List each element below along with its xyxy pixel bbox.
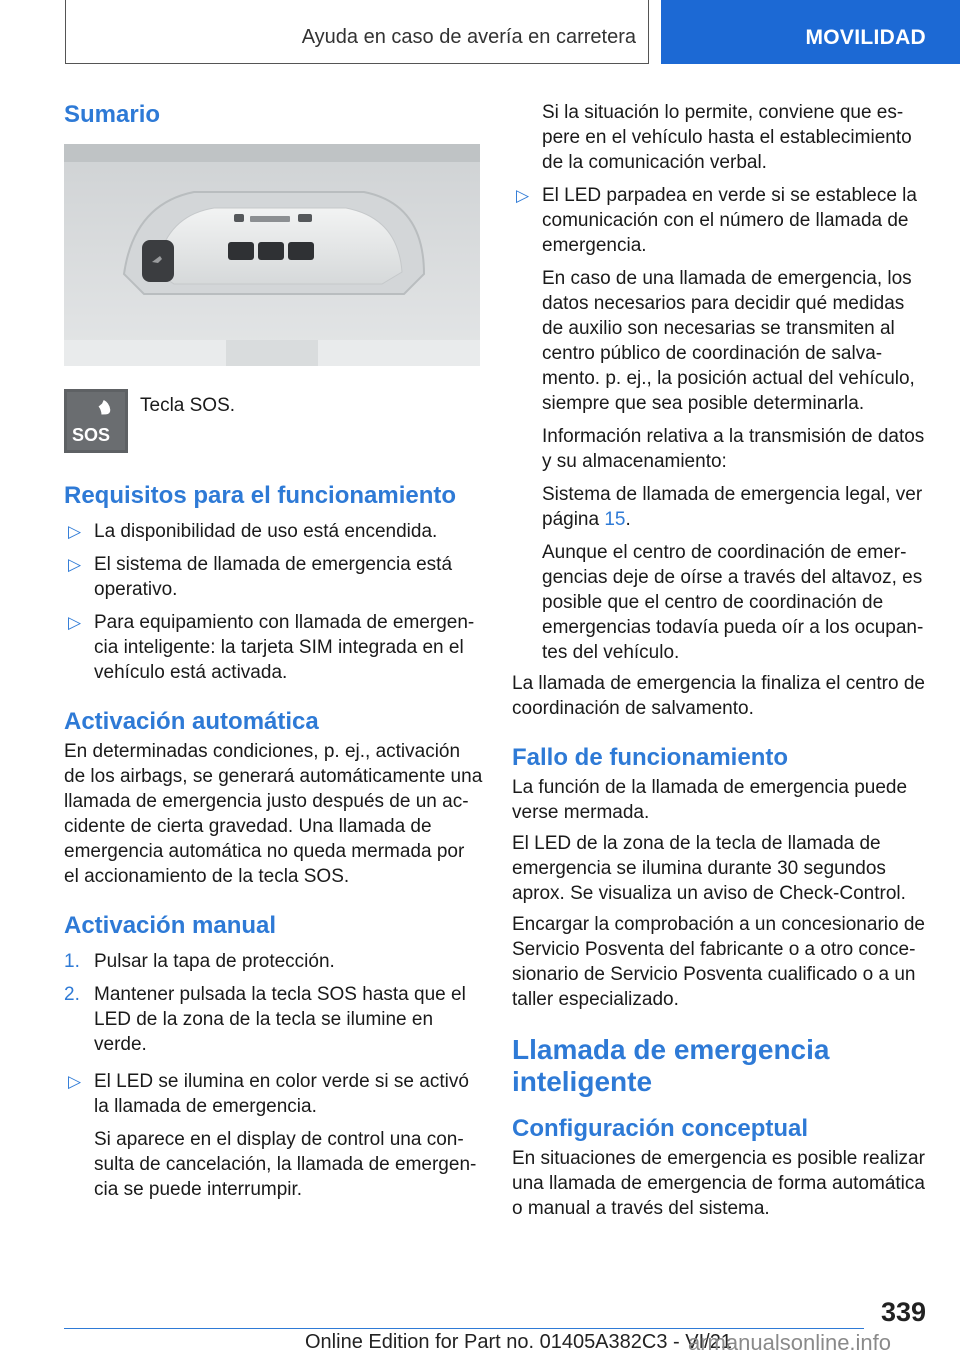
- intro-text: Si la situación lo permite, conviene que es-pere en el vehículo hasta el establecimiento de la comunicación verbal.: [542, 102, 912, 173]
- fallo-text-2: El LED de la zona de la tecla de llamada de emergencia se ilumina durante 30 segundos aprox. Se visualiza un aviso de Check-Control.: [512, 833, 906, 904]
- page-number: 339: [880, 1297, 926, 1327]
- sub-text-1: En caso de una llamada de emergencia, los datos necesarios para decidir qué medidas de auxilio son necesarias se transmiten al centro público de coordinación de salva-mento. p. ej., la posición actual del vehículo, siempre que sea posible determinarla.: [542, 268, 915, 414]
- requisitos-heading: Requisitos para el funcionamiento: [64, 482, 457, 509]
- header-section-title: Ayuda en caso de avería en carretera: [301, 26, 636, 48]
- end-paragraph: La llamada de emergencia la finaliza el centro de coordinación de salvamento.: [512, 673, 925, 719]
- bullet-marker: ▷: [516, 186, 530, 205]
- configuracion-heading: Configuración conceptual: [512, 1115, 809, 1142]
- list-item: 2. Mantener pulsada la tecla SOS hasta que el LED de la zona de la tecla se ilumine en verde.: [64, 984, 466, 1055]
- sos-key-label: Tecla SOS.: [140, 395, 236, 416]
- footer-edition: Online Edition for Part no. 01405A382C3 - VI/21: [305, 1331, 732, 1353]
- bullet-marker: ▷: [68, 522, 82, 541]
- sos-phone-icon: [64, 389, 128, 453]
- manual-bullets: [64, 1069, 484, 1119]
- list-item: ▷ El LED se ilumina en color verde si se activó la llamada de emergencia.: [68, 1071, 469, 1117]
- fallo-text-1: La función de la llamada de emergencia puede verse mermada.: [512, 777, 908, 823]
- page-header: [0, 0, 960, 66]
- footer-divider: [64, 1328, 864, 1329]
- sub-text-4: Aunque el centro de coordinación de emer-gencias deje de oírse a través del altavoz, es posible que el centro de coordinación de emergencias todavía pueda oír a los ocupan-tes del vehículo.: [542, 542, 924, 663]
- bullet-marker: ▷: [68, 555, 82, 574]
- list-item: ▷ Para equipamiento con llamada de emergen-cia inteligente: la tarjeta SIM integrada en el vehículo está activada.: [68, 612, 475, 683]
- svg-text:SOS: SOS: [72, 425, 111, 445]
- activacion-automatica-heading: Activación automática: [64, 708, 319, 735]
- bullet-marker: ▷: [68, 1072, 82, 1091]
- right-bullets: [512, 183, 928, 258]
- sos-key-row: [64, 389, 484, 453]
- sub-text-3: Sistema de llamada de emergencia legal, ver página 15.: [542, 484, 923, 530]
- list-item: 1. Pulsar la tapa de protección.: [64, 951, 335, 972]
- overhead-console-photo: [64, 144, 480, 366]
- list-item: ▷ La disponibilidad de uso está encendida.: [68, 521, 438, 542]
- right-column: [512, 100, 928, 1221]
- sub-text-2: Información relativa a la transmisión de datos y su almacenamiento:: [542, 426, 925, 472]
- llamada-inteligente-heading: Llamada de emergencia inteligente: [512, 1034, 830, 1097]
- activacion-automatica-text: En determinadas condiciones, p. ej., activación de los airbags, se generará automáticamente una llamada de emergencia justo después de un ac-cidente de cierta gravedad. Una llamada de emergencia automática no queda mermada por el accionamiento de la tecla SOS.: [64, 741, 483, 887]
- header-section-box: [65, 0, 649, 64]
- sumario-heading: Sumario: [64, 101, 161, 128]
- page-link[interactable]: 15: [604, 509, 626, 530]
- configuracion-text: En situaciones de emergencia es posible realizar una llamada de emergencia de forma automática o manual a través del sistema.: [512, 1148, 925, 1219]
- bullet-marker: ▷: [68, 613, 82, 632]
- footer-watermark: armanualsonline.info: [688, 1330, 892, 1355]
- requisitos-list: [64, 519, 484, 685]
- header-chapter-title: MOVILIDAD: [805, 26, 926, 49]
- fallo-heading: Fallo de funcionamiento: [512, 744, 789, 771]
- header-chapter-box: [661, 0, 960, 64]
- fallo-text-3: Encargar la comprobación a un concesionario de Servicio Posventa del fabricante o a otro conce-sionario de Servicio Posventa cualificado o a un taller especializado.: [512, 914, 925, 1010]
- activacion-manual-heading: Activación manual: [64, 912, 277, 939]
- list-item: ▷ El sistema de llamada de emergencia está operativo.: [68, 554, 453, 600]
- manual-sub-text: Si aparece en el display de control una con-sulta de cancelación, la llamada de emergen-cia se puede interrumpir.: [94, 1129, 477, 1200]
- list-item: ▷ El LED parpadea en verde si se establece la comunicación con el número de llamada de emergencia.: [516, 185, 917, 256]
- manual-steps: [64, 949, 484, 1057]
- left-column: [64, 100, 484, 1202]
